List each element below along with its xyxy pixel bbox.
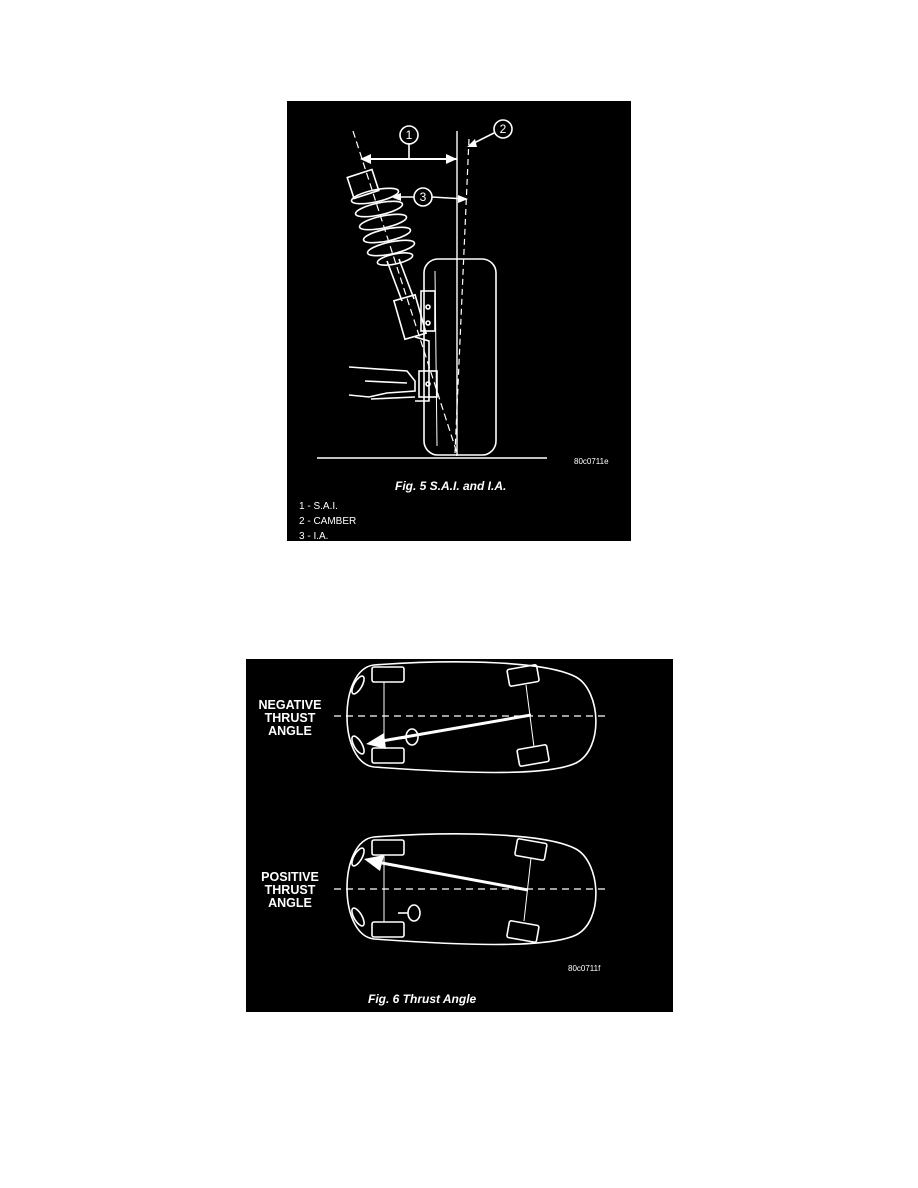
sai-diagram: [287, 101, 631, 541]
positive-label-line-3: ANGLE: [268, 896, 312, 910]
sai-line: [353, 131, 457, 453]
strut-body: [387, 259, 435, 339]
image-code: 80c0711f: [568, 964, 601, 973]
negative-label-line-1: NEGATIVE: [258, 698, 322, 712]
callout-3-label: 3: [419, 190, 427, 204]
legend-item-1: 1 - S.A.I.: [299, 501, 338, 512]
image-code: 80c0711e: [574, 457, 609, 466]
positive-label-line-1: POSITIVE: [261, 870, 319, 884]
figure-caption: Fig. 6 Thrust Angle: [368, 992, 477, 1006]
callout-1-label: 1: [405, 128, 413, 142]
negative-thrust-label: [246, 699, 335, 738]
callout-2-label: 2: [499, 122, 507, 136]
negative-label-line-3: ANGLE: [268, 724, 312, 738]
figure-6-thrust-angle: [246, 659, 673, 1012]
car-negative: [334, 662, 606, 773]
negative-label-line-2: THRUST: [264, 711, 316, 725]
legend-item-3: 3 - I.A.: [299, 531, 329, 541]
legend-item-2: 2 - CAMBER: [299, 516, 357, 527]
legend: [299, 499, 356, 541]
figure-caption: Fig. 5 S.A.I. and I.A.: [395, 479, 507, 493]
positive-label-line-2: THRUST: [264, 883, 316, 897]
figure-5-sai-ia: [287, 101, 631, 541]
car-positive: [334, 834, 606, 945]
positive-thrust-label: [246, 871, 335, 910]
